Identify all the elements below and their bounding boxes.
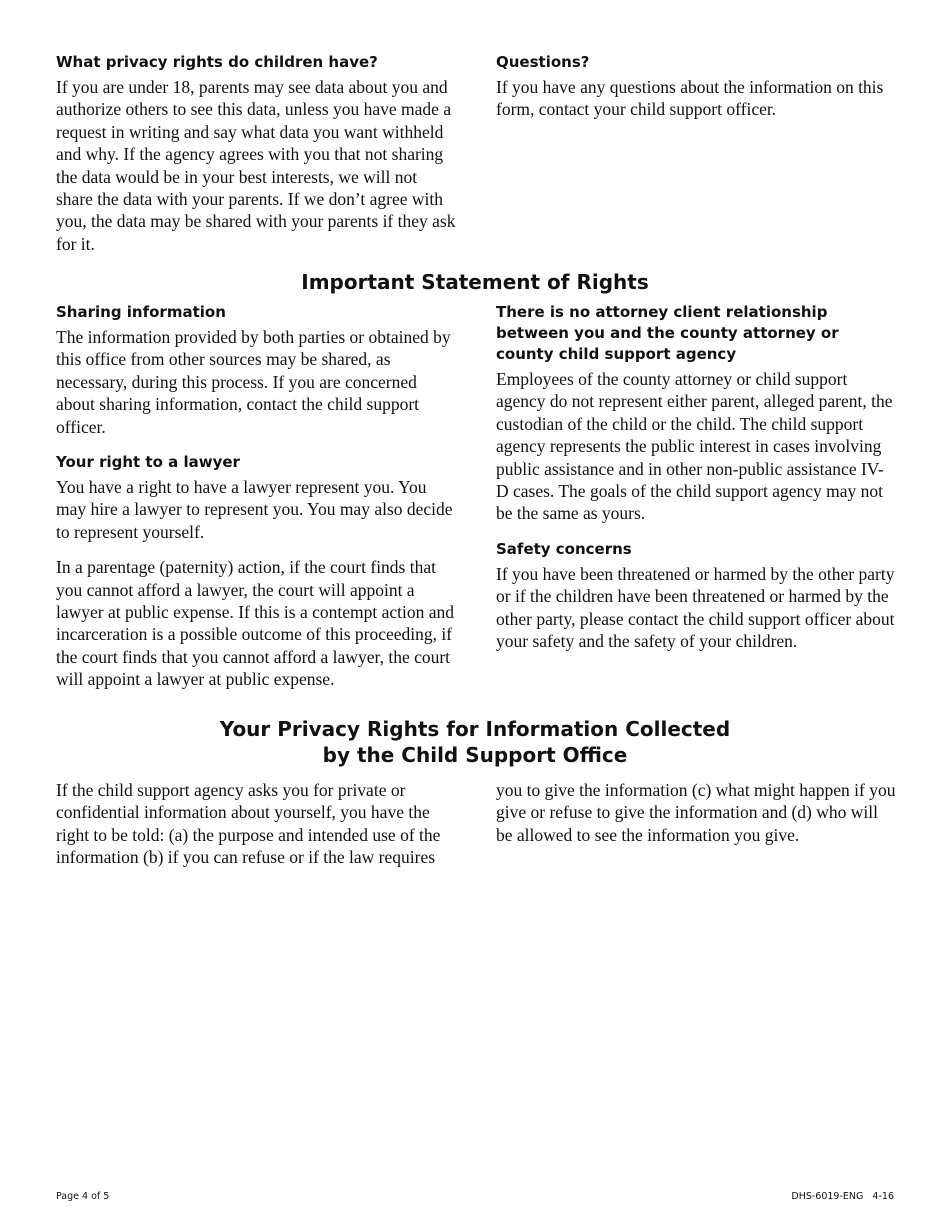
privacy-body-left: If the child support agency asks you for private or confidential information about yourself, you have the right to be told: (a) the purpose and intended use of the information (b) if you can refuse or if the law requires	[56, 780, 441, 868]
children-rights-section	[56, 52, 456, 255]
attorney-body: Employees of the county attorney or child support agency do not represent either parent, alleged parent, the custodian of the child or the child. The child support agency represents the public interest in cases involving public assistance and in other non-public assistance IV-D cases. The goals of the child support agency may not be the same as yours.	[496, 369, 893, 524]
attorney-heading: There is no attorney client relationship between you and the county attorney or county child support agency	[496, 303, 839, 363]
lawyer-heading: Your right to a lawyer	[56, 453, 240, 472]
safety-body: If you have been threatened or harmed by the other party or if the children have been threatened or harmed by the other party, please contact the child support officer about your safety and the safety of your children.	[496, 563, 895, 652]
statement-right-column	[496, 302, 896, 652]
questions-heading: Questions?	[496, 53, 590, 71]
privacy-right-column	[496, 779, 896, 846]
lawyer-body-2: In a parentage (paternity) action, if the court finds that you cannot afford a lawyer, the court will appoint a lawyer at public expense. If this is a contempt action and incarceration is a possible outcome of this proceeding, if the court finds that you cannot afford a lawyer, the court will appoint a lawyer at public expense.	[56, 557, 454, 690]
privacy-rights-title-line2: by the Child Support Office	[322, 743, 628, 767]
questions-section	[496, 52, 896, 121]
footer-form-id: DHS-6019-ENG 4-16	[791, 1191, 894, 1202]
footer-page-number: Page 4 of 5	[56, 1191, 110, 1202]
privacy-body-right: you to give the information (c) what might happen if you give or refuse to give the information and (d) who will be allowed to see the information you give.	[496, 780, 896, 845]
lawyer-body-1: You have a right to have a lawyer represent you. You may hire a lawyer to represent you. You may also decide to represent yourself.	[56, 477, 453, 542]
questions-body: If you have any questions about the information on this form, contact your child support officer.	[496, 77, 884, 120]
sharing-body: The information provided by both parties or obtained by this office from other sources may be shared, as necessary, during this process. If you are concerned about sharing information, contact the child support officer.	[56, 327, 451, 437]
sharing-heading: Sharing information	[56, 303, 226, 321]
children-rights-body: If you are under 18, parents may see data about you and authorize others to see this data, unless you have made a request in writing and say what data you want withheld and why. If the agency agrees with you that not sharing the data would be in your best interests, we will not share the data with your parents. If we don’t agree with you, the data may be shared with your parents if they ask for it.	[56, 77, 456, 254]
statement-left-column	[56, 302, 456, 691]
safety-heading: Safety concerns	[496, 539, 632, 558]
children-rights-heading: What privacy rights do children have?	[56, 53, 378, 71]
privacy-rights-title-line1: Your Privacy Rights for Information Collected	[219, 717, 731, 741]
statement-of-rights-title: Important Statement of Rights	[301, 270, 649, 294]
privacy-left-column	[56, 779, 456, 869]
